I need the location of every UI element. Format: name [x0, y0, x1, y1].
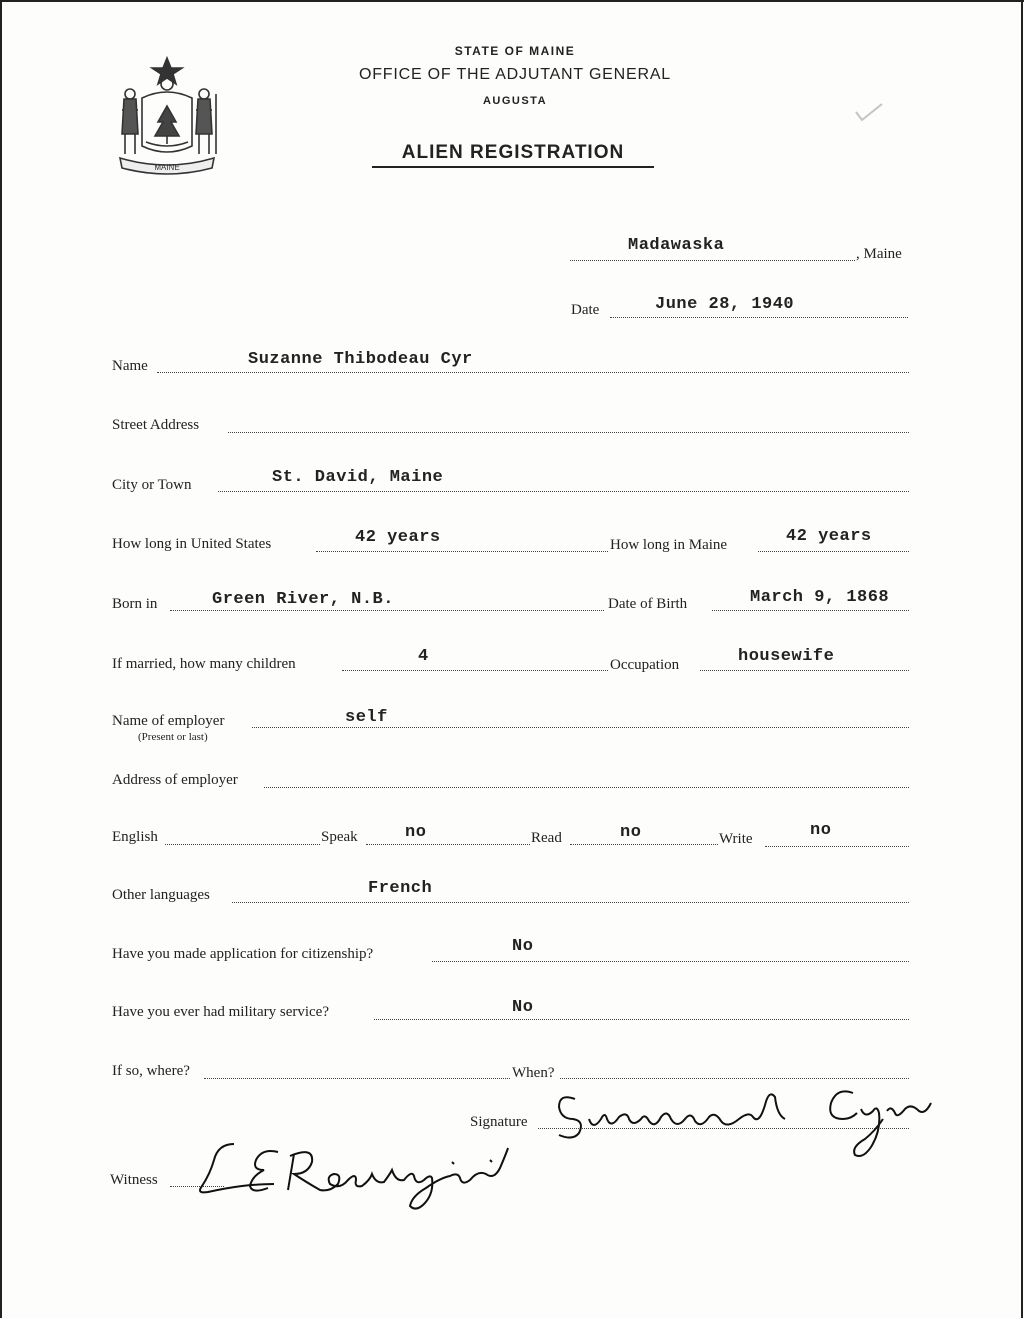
name-label: Name	[112, 358, 148, 374]
city-label: City or Town	[112, 477, 192, 493]
if-so-where-label: If so, where?	[112, 1063, 190, 1079]
employer-value[interactable]: self	[345, 708, 388, 727]
if-so-where-line	[204, 1078, 510, 1079]
other-languages-line	[232, 902, 909, 903]
military-label: Have you ever had military service?	[112, 1004, 329, 1020]
date-line	[610, 317, 908, 318]
born-in-line	[170, 610, 604, 611]
street-line	[228, 432, 909, 433]
how-long-maine-value[interactable]: 42 years	[786, 527, 872, 546]
date-value[interactable]: June 28, 1940	[655, 295, 795, 314]
employer-address-label: Address of employer	[112, 772, 238, 788]
speak-label: Speak	[321, 829, 358, 845]
children-line	[342, 670, 608, 671]
occupation-line	[700, 670, 909, 671]
right-border	[1021, 0, 1023, 1318]
employer-line	[252, 727, 909, 728]
citizenship-line	[432, 961, 909, 962]
date-label: Date	[571, 302, 600, 318]
speak-line	[366, 844, 530, 845]
when-label: When?	[512, 1065, 555, 1081]
employer-address-line	[264, 787, 909, 788]
how-long-maine-label: How long in Maine	[610, 537, 728, 553]
occupation-label: Occupation	[610, 657, 680, 673]
speak-value[interactable]: no	[405, 823, 427, 842]
how-long-us-line	[316, 551, 608, 552]
date-of-birth-label: Date of Birth	[608, 596, 688, 612]
header-state: STATE OF MAINE	[454, 44, 576, 58]
read-label: Read	[531, 830, 562, 846]
place-value[interactable]: Madawaska	[628, 236, 725, 255]
witness-label: Witness	[110, 1172, 158, 1188]
other-languages-label: Other languages	[112, 887, 210, 903]
children-value[interactable]: 4	[418, 647, 429, 666]
write-value[interactable]: no	[810, 821, 832, 840]
read-value[interactable]: no	[620, 823, 642, 842]
employer-sublabel: (Present or last)	[138, 731, 208, 743]
other-languages-value[interactable]: French	[368, 879, 433, 898]
signature-label: Signature	[470, 1114, 528, 1130]
name-value[interactable]: Suzanne Thibodeau Cyr	[248, 350, 473, 369]
write-line	[765, 846, 909, 847]
how-long-us-value[interactable]: 42 years	[355, 528, 441, 547]
street-label: Street Address	[112, 417, 200, 433]
name-line	[157, 372, 909, 373]
date-of-birth-value[interactable]: March 9, 1868	[750, 588, 890, 607]
military-value[interactable]: No	[512, 998, 534, 1017]
how-long-us-label: How long in United States	[112, 536, 272, 552]
place-line	[570, 260, 855, 261]
check-mark-icon	[852, 100, 886, 124]
citizenship-label: Have you made application for citizenship?	[112, 946, 374, 962]
english-label: English	[112, 829, 158, 845]
english-line	[165, 844, 320, 845]
city-value[interactable]: St. David, Maine	[272, 468, 444, 487]
top-border	[0, 0, 1024, 2]
signature-handwriting[interactable]	[545, 1075, 940, 1165]
form-title: ALIEN REGISTRATION	[372, 142, 654, 168]
born-in-label: Born in	[112, 596, 158, 612]
employer-label: Name of employer	[112, 713, 225, 729]
header-city: AUGUSTA	[482, 95, 548, 107]
witness-signature-handwriting[interactable]	[190, 1130, 525, 1215]
svg-text:MAINE: MAINE	[154, 163, 180, 172]
city-line	[218, 491, 909, 492]
write-label: Write	[719, 831, 753, 847]
children-label: If married, how many children	[112, 656, 296, 672]
military-line	[374, 1019, 909, 1020]
born-in-value[interactable]: Green River, N.B.	[212, 590, 394, 609]
header-office: OFFICE OF THE ADJUTANT GENERAL	[358, 66, 672, 83]
left-border	[0, 0, 2, 1318]
how-long-maine-line	[758, 551, 909, 552]
citizenship-value[interactable]: No	[512, 937, 534, 956]
place-suffix: , Maine	[856, 246, 902, 262]
state-seal-icon	[112, 54, 222, 179]
read-line	[570, 844, 718, 845]
date-of-birth-line	[712, 610, 909, 611]
occupation-value[interactable]: housewife	[738, 647, 835, 666]
